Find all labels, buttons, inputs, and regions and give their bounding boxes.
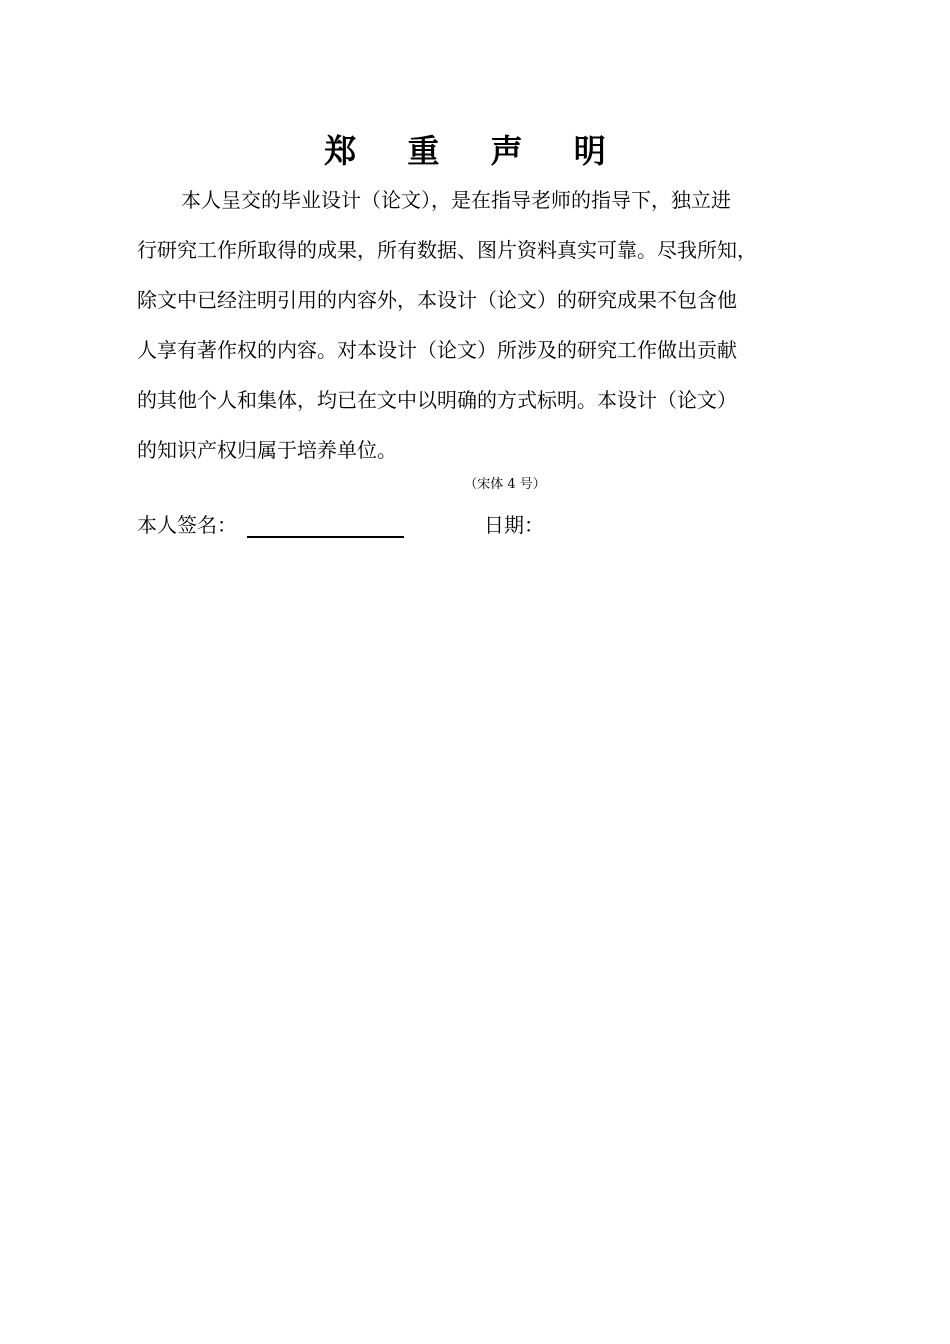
paragraph-line-5: 的其他个人和集体，均已在文中以明确的方式标明。本设计（论文） xyxy=(137,388,737,412)
page-title: 郑 重 声 明 xyxy=(324,132,626,170)
font-note: （宋体 4 号） xyxy=(464,477,546,492)
signature-line[interactable] xyxy=(247,536,404,538)
paragraph-line-6: 的知识产权归属于培养单位。 xyxy=(137,438,397,462)
paragraph-line-4: 人享有著作权的内容。对本设计（论文）所涉及的研究工作做出贡献 xyxy=(137,338,737,362)
paragraph-line-1: 本人呈交的毕业设计（论文），是在指导老师的指导下，独立进 xyxy=(181,188,731,212)
paragraph-line-2: 行研究工作所取得的成果，所有数据、图片资料真实可靠。尽我所知， xyxy=(137,238,757,262)
paragraph-line-3: 除文中已经注明引用的内容外，本设计（论文）的研究成果不包含他 xyxy=(137,288,737,312)
signature-label: 本人签名： xyxy=(137,513,237,537)
date-label: 日期： xyxy=(484,513,544,537)
